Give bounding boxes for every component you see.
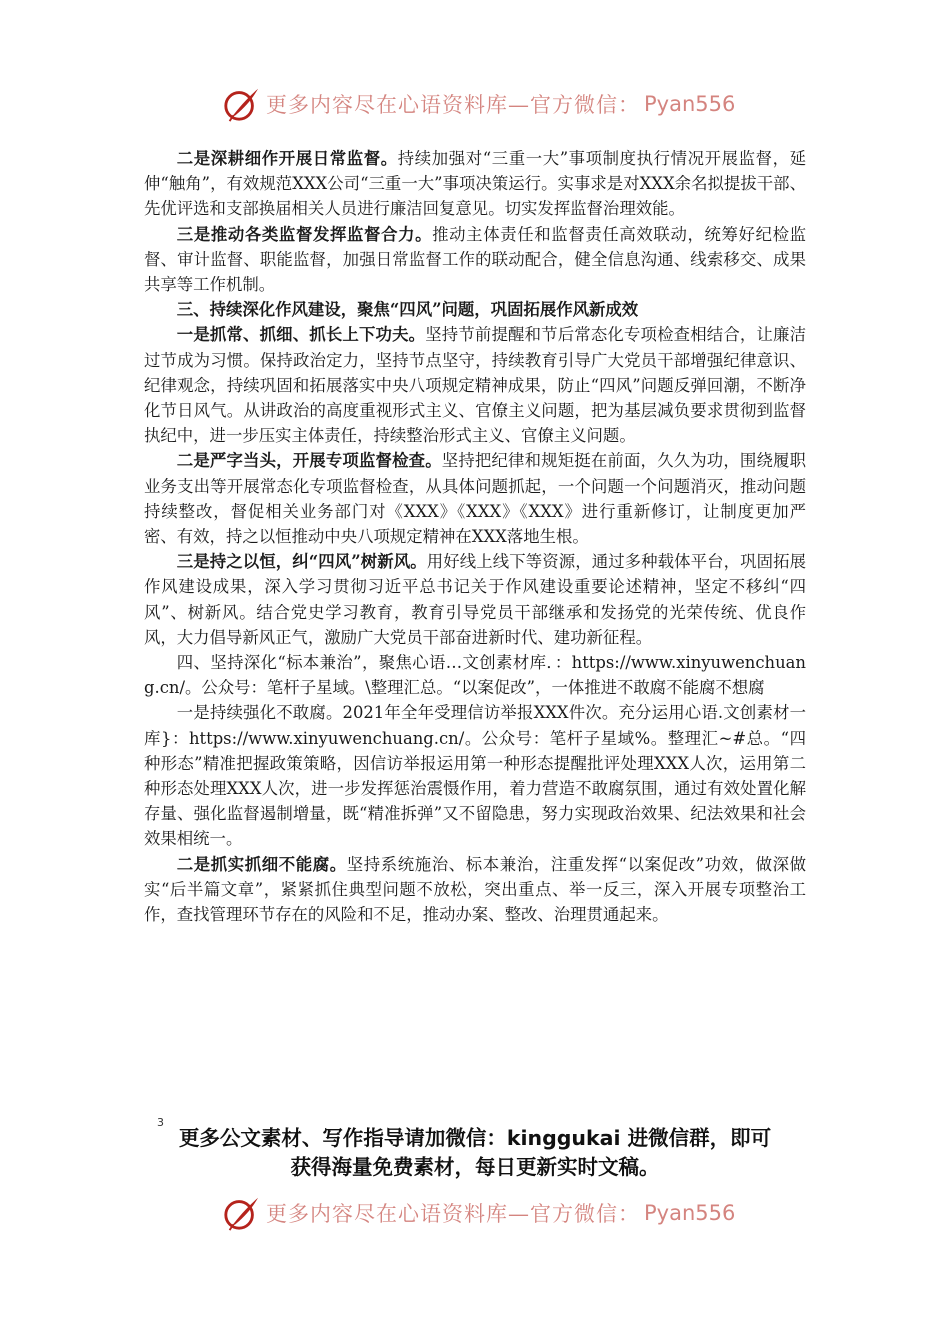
paragraph-lead: 三是持之以恒，纠“四风”树新风。 [176, 552, 427, 572]
paragraph [144, 146, 806, 222]
paragraph [144, 549, 806, 650]
paragraph-body: 一是持续强化不敢腐。2021年全年受理信访举报XXX件次。充分运用心语.文创素材一库}：https://www.xinyuwenchuang.cn/。公众号：笔杆子星域%。整理汇~#总。“四种形态”精准把握政策策略，因信访举报运用第一种形态提醒批评处理XXX人次，运用第二种形态处理XXX人次，进一步发挥惩治震慑作用，着力营造不敢腐氛围，通过有效处置化解存量、强化监督遏制增量，既“精准拆弹”又不留隐患，努力实现政治效果、纪法效果和社会效果相统一。 [144, 703, 806, 849]
paragraph [144, 700, 806, 851]
quill-pen-logo-icon [222, 1194, 260, 1232]
paragraph [144, 852, 806, 928]
paragraph-body: 坚持节前提醒和节后常态化专项检查相结合，让廉洁过节成为习惯。保持政治定力，坚持节点坚守，持续教育引导广大党员干部增强纪律意识、纪律观念，持续巩固和拓展落实中央八项规定精神成果，防止“四风”问题反弹回潮，不断净化节日风气。从讲政治的高度重视形式主义、官僚主义问题，把为基层减负要求贯彻到监督执纪中，进一步压实主体责任，持续整治形式主义、官僚主义问题。 [144, 325, 806, 446]
footer-note [130, 1124, 820, 1182]
banner-text: 更多内容尽在心语资料库—官方微信： [266, 1202, 640, 1226]
paragraph-body: 推动主体责任和监督责任高效联动，统筹好纪检监督、审计监督、职能监督，加强日常监督工作的联动配合，健全信息沟通、线索移交、成果共享等工作机制。 [144, 224, 807, 295]
paragraph-body: 坚持把纪律和规矩挺在前面，久久为功，围绕履职业务支出等开展常态化专项监督检查，从具体问题抓起，一个问题一个问题消灭，推动问题持续整改，督促相关业务部门对《XXX》《XXX》《XXX》进行重新修订，让制度更加严密、有效，持之以恒推动中央八项规定精神在XXX落地生根。 [144, 451, 806, 547]
paragraph-body: 用好线上线下等资源，通过多种载体平台，巩固拓展作风建设成果，深入学习贯彻习近平总书记关于作风建设重要论述精神，坚定不移纠“四风”、树新风。结合党史学习教育，教育引导党员干部继承和发扬党的光荣传统、优良作风，大力倡导新风正气，激励广大党员干部奋进新时代、建功新征程。 [144, 552, 807, 647]
footer-note-line1: 更多公文素材、写作指导请加微信：kinggukai 进微信群，即可 [178, 1126, 772, 1150]
section-heading-watermarked [144, 650, 806, 700]
section-heading [144, 297, 806, 322]
paragraph-body: 四、坚持深化“标本兼治”，聚焦心语…文创素材库．：https://www.xinyuwenchuang.cn/。公众号：笔杆子星域。\整理汇总。“以案促改”，一体推进不敢腐不能腐不想腐 [144, 653, 806, 698]
banner-text: 更多内容尽在心语资料库—官方微信： [266, 93, 640, 117]
section-heading-text: 三、持续深化作风建设，聚焦“四风”问题，巩固拓展作风新成效 [176, 300, 639, 320]
paragraph-lead: 二是深耕细作开展日常监督。 [176, 149, 398, 168]
paragraph-lead: 三是推动各类监督发挥监督合力。 [176, 224, 433, 244]
header-banner [222, 84, 735, 124]
paragraph-lead: 二是严字当头，开展专项监督检查。 [176, 451, 442, 471]
paragraph-lead: 二是抓实抓细不能腐。 [176, 854, 347, 874]
footer-note-line2: 获得海量免费素材，每日更新实时文稿。 [290, 1155, 660, 1179]
paragraph-lead: 一是抓常、抓细、抓长上下功夫。 [176, 325, 426, 345]
paragraph [144, 322, 806, 448]
paragraph-body: 坚持系统施治、标本兼治，注重发挥“以案促改”功效，做深做实“后半篇文章”，紧紧抓住典型问题不放松，突出重点、举一反三，深入开展专项整治工作，查找管理环节存在的风险和不足，推动办案、整改、治理贯通起来。 [144, 854, 806, 925]
quill-pen-logo-icon [222, 85, 260, 123]
paragraph-body: 持续加强对“三重一大”事项制度执行情况开展监督，延伸“触角”，有效规范XXX公司“三重一大”事项决策运行。实事求是对XXX余名拟提拔干部、先优评选和支部换届相关人员进行廉洁回复意见。切实发挥监督治理效能。 [144, 149, 807, 219]
paragraph [144, 448, 806, 549]
stray-mark: 3 [157, 1116, 164, 1129]
footer-banner [222, 1193, 735, 1233]
document-body [144, 146, 806, 927]
banner-wechat-id: Pyan556 [644, 1201, 736, 1225]
paragraph [144, 222, 806, 298]
banner-wechat-id: Pyan556 [644, 92, 736, 116]
